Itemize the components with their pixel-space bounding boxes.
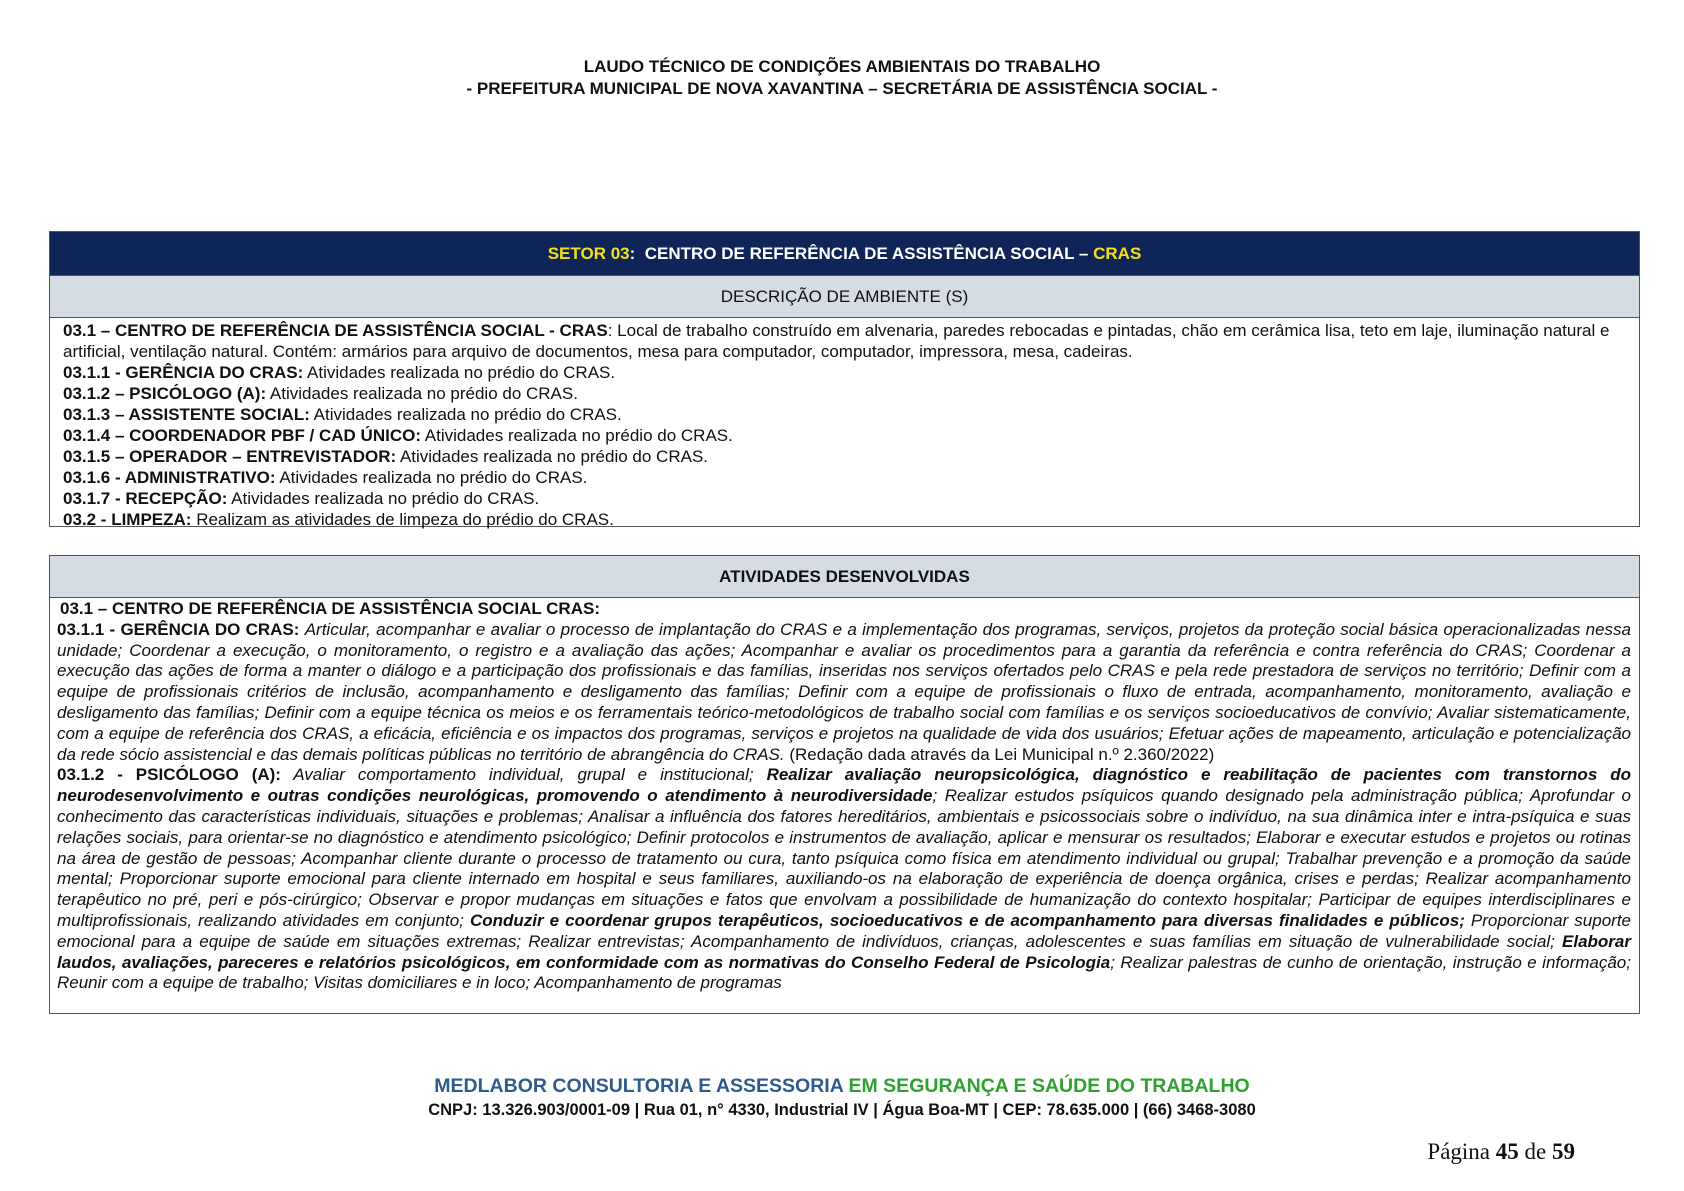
sector-name: CENTRO DE REFERÊNCIA DE ASSISTÊNCIA SOCIAL – <box>644 243 1089 263</box>
footer-tagline: EM SEGURANÇA E SAÚDE DO TRABALHO <box>843 1075 1250 1097</box>
activity-text: Avaliar comportamento individual, grupal e institucional; <box>280 765 767 785</box>
environment-item <box>63 320 1627 362</box>
environment-code: 03.1 – CENTRO DE REFERÊNCIA DE ASSISTÊNCIA SOCIAL - CRAS <box>63 321 608 340</box>
environment-text: Atividades realizada no prédio do CRAS. <box>303 363 616 382</box>
document-footer <box>0 1073 1684 1121</box>
document-subtitle: - PREFEITURA MUNICIPAL DE NOVA XAVANTINA – SECRETÁRIA DE ASSISTÊNCIA SOCIAL - <box>466 79 1218 98</box>
activity-note: (Redação dada através da Lei Municipal n.º 2.360/2022) <box>784 744 1215 764</box>
activity-psicologo <box>57 765 1631 994</box>
footer-company: MEDLABOR CONSULTORIA E ASSESSORIA <box>434 1075 844 1097</box>
environment-table <box>49 231 1640 527</box>
environment-code: 03.1.6 - ADMINISTRATIVO: <box>63 468 276 487</box>
activity-text: ; Realizar estudos psíquicos quando designado pela administração pública; Aprofundar o conhecimento das características individuais, situações e problemas; Analisar a influência dos fatores hereditários, ambientais e psicossociais sobre o indivíduo, na sua dinâmica inter e intra-psíquica e suas relações sociais, para orientar-se no diagnóstico e atendimento psicológico; Definir protocolos e instrumentos de avaliação, aplicar e mensurar os resultados; Elaborar e executar estudos e projetos ou rotinas na área de gestão de pessoas; Acompanhar cliente durante o processo de tratamento ou cura, tanto psíquica como física em atendimento individual ou grupal; Trabalhar prevenção e a promoção da saúde mental; Proporcionar suporte emocional para cliente internado em hospital e seus familiares, auxiliando-os na elaboração de experiência de doença orgânica, crises e perdas; Realizar acompanhamento terapêutico no pré, peri e pós-cirúrgico; Observar e propor mudanças em situações e fatos que envolvam a possibilidade de humanização do contexto hospitalar; Participar de equipes interdisciplinares e multiprofissionais, realizando atividades em conjunto; <box>57 786 1631 930</box>
activities-table <box>49 555 1640 1014</box>
document-title: LAUDO TÉCNICO DE CONDIÇÕES AMBIENTAIS DO TRABALHO <box>583 57 1101 76</box>
activities-heading: ATIVIDADES DESENVOLVIDAS <box>50 556 1639 598</box>
sector-prefix: SETOR 03 <box>547 243 630 263</box>
environment-item <box>63 488 1627 509</box>
environment-text: Atividades realizada no prédio do CRAS. <box>396 447 709 466</box>
environment-code: 03.1.7 - RECEPÇÃO: <box>63 489 228 508</box>
environment-text: Atividades realizada no prédio do CRAS. <box>309 405 622 424</box>
environment-list <box>50 318 1639 530</box>
environment-item <box>63 362 1627 383</box>
activity-emphasis: Realizar avaliação neuropsicológica, diagnóstico e reabilitação de pacientes com transtornos do neurodesenvolvimento e outras condições neurológicas, promovendo o atendimento à neurodiversidade <box>57 765 1631 806</box>
activity-emphasis: Conduzir e coordenar grupos terapêuticos, socioeducativos e de acompanhamento para diversas finalidades e públicos; <box>469 910 1465 930</box>
activity-gerencia <box>57 620 1631 766</box>
environment-text: Atividades realizada no prédio do CRAS. <box>227 489 540 508</box>
environment-code: 03.1.3 – ASSISTENTE SOCIAL: <box>63 405 310 424</box>
page-of: de <box>1518 1139 1552 1164</box>
page-total: 59 <box>1552 1139 1575 1164</box>
environment-code: 03.2 - LIMPEZA: <box>63 510 192 529</box>
environment-code: 03.1.4 – COORDENADOR PBF / CAD ÚNICO: <box>63 426 421 445</box>
environment-item <box>63 383 1627 404</box>
page-label: Página <box>1427 1139 1496 1164</box>
environment-item <box>63 509 1627 530</box>
footer-contact: CNPJ: 13.326.903/0001-09 | Rua 01, n° 4330, Industrial IV | Água Boa-MT | CEP: 78.635.000 | (66) 3468-3080 <box>428 1101 1256 1119</box>
activity-text: Articular, acompanhar e avaliar o processo de implantação do CRAS e a implementação dos programas, serviços, projetos da proteção social básica operacionalizadas nessa unidade; Coordenar a execução, o monitoramento, o registro e a avaliação das ações; Acompanhar e avaliar os procedimentos para a garantia da referência e contra referência do CRAS; Coordenar a execução das ações de forma a manter o diálogo e a participação dos profissionais e das famílias, inseridas nos serviços ofertados pelo CRAS e pela rede prestadora de serviços no território; Definir com a equipe de profissionais critérios de inclusão, acompanhamento e desligamento das famílias; Definir com a equipe de profissionais o fluxo de entrada, acompanhamento, monitoramento, avaliação e desligamento das famílias; Definir com a equipe técnica os meios e os ferramentais teórico-metodológicos de trabalho social com famílias e os serviços socioeducativos de convívio; Avaliar sistematicamente, com a equipe de referência dos CRAS, a eficácia, eficiência e os impactos dos programas, serviços e projetos na qualidade de vida dos usuários; Efetuar ações de mapeamento, articulação e potencialização da rede sócio assistencial e das demais políticas públicas no território de abrangência do CRAS. <box>57 619 1631 764</box>
environment-text: : Local de trabalho construído em alvenaria, paredes rebocadas e pintadas, chão em cerâmica lisa, teto em laje, iluminação natural e artificial, ventilação natural. Contém: armários para arquivo de documentos, mesa para computador, computador, impressora, mesa, cadeiras. <box>63 321 1610 361</box>
sector-title-bar <box>50 232 1639 276</box>
activity-code: 03.1.1 - GERÊNCIA DO CRAS: <box>57 619 305 639</box>
environment-text: Atividades realizada no prédio do CRAS. <box>275 468 588 487</box>
footer-company-line <box>0 1073 1684 1099</box>
environment-code: 03.1.2 – PSICÓLOGO (A): <box>63 384 267 403</box>
environment-item <box>63 425 1627 446</box>
environment-code: 03.1.5 – OPERADOR – ENTREVISTADOR: <box>63 447 397 466</box>
environment-code: 03.1.1 - GERÊNCIA DO CRAS: <box>63 363 304 382</box>
environment-text: Atividades realizada no prédio do CRAS. <box>266 384 578 403</box>
activity-code: 03.1.2 - PSICÓLOGO (A): <box>57 765 281 785</box>
activities-subheading <box>57 599 1631 620</box>
environment-heading: DESCRIÇÃO DE AMBIENTE (S) <box>50 276 1639 318</box>
document-header <box>0 56 1684 100</box>
environment-item <box>63 404 1627 425</box>
page-current: 45 <box>1495 1139 1519 1164</box>
page-number <box>1427 1139 1575 1165</box>
activities-body <box>50 598 1639 994</box>
environment-text: Atividades realizada no prédio do CRAS. <box>421 426 733 445</box>
activity-emphasis: Elaborar laudos, avaliações, pareceres e relatórios psicológicos, em conformidade com as normativas do Conselho Federal de Psicologia <box>57 931 1631 972</box>
environment-item <box>63 467 1627 488</box>
environment-item <box>63 446 1627 467</box>
environment-text: Realizam as atividades de limpeza do prédio do CRAS. <box>191 510 614 529</box>
activity-text: ; Realizar palestras de cunho de orientação, instrução e informação; Reunir com a equipe de trabalho; Visitas domiciliares e in loco; Acompanhamento de programas <box>57 952 1631 993</box>
sector-acronym: CRAS <box>1093 243 1142 263</box>
activity-text: Proporcionar suporte emocional para a equipe de saúde em situações extremas; Realizar entrevistas; Acompanhamento de indivíduos, crianças, adolescentes e suas famílias em situação de vulnerabilidade social; <box>57 910 1631 951</box>
activities-subheading-text: 03.1 – CENTRO DE REFERÊNCIA DE ASSISTÊNCIA SOCIAL CRAS: <box>60 599 600 618</box>
sector-colon: : <box>629 243 636 263</box>
